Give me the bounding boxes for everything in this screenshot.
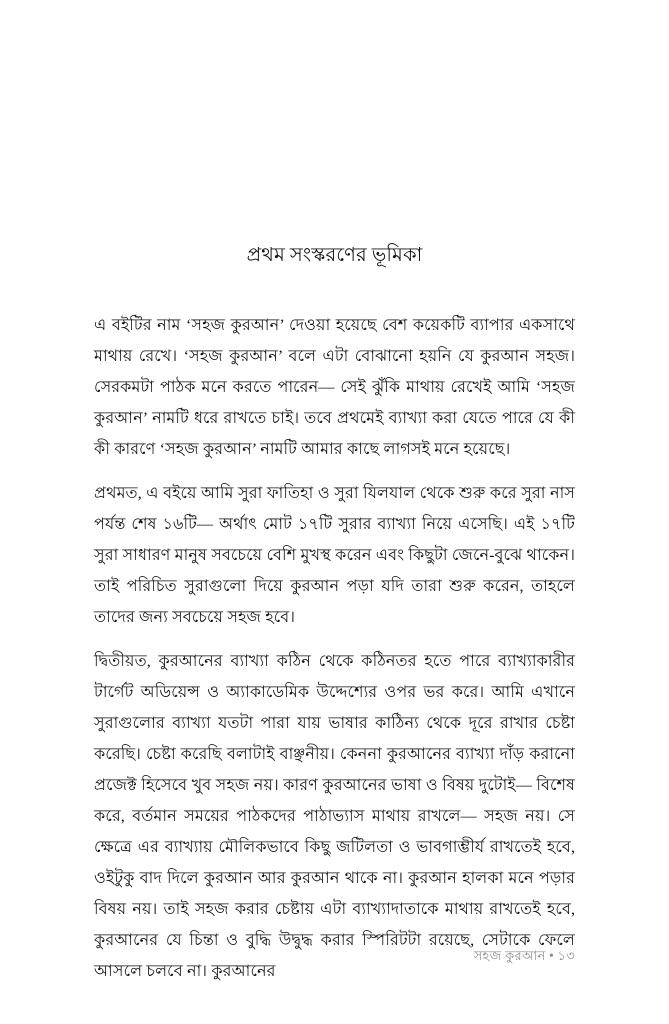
page-footer (94, 946, 575, 966)
paragraph-2: প্রথমত, এ বইয়ে আমি সুরা ফাতিহা ও সুরা যিলযাল থেকে শুরু করে সুরা নাস পর্যন্ত শেষ ১৬টি— অর্থাৎ মোট ১৭টি সুরার ব্যাখ্যা নিয়ে এসেছি। এই ১৭টি সুরা সাধারণ মানুষ সবচেয়ে বেশি মুখস্থ করেন এবং কিছুটা জেনে-বুঝে থাকেন। তাই পরিচিত সুরাগুলো দিয়ে কুরআন পড়া যদি তারা শুরু করেন, তাহলে তাদের জন্য সবচেয়ে সহজ হবে। (94, 484, 575, 626)
paragraph-1: এ বইটির নাম ‘সহজ কুরআন’ দেওয়া হয়েছে বেশ কয়েকটি ব্যাপার একসাথে মাথায় রেখে। ‘সহজ কুরআন’ বলে এটা বোঝানো হয়নি যে কুরআন সহজ। সেরকমটা পাঠক মনে করতে পারেন— সেই ঝুঁকি মাথায় রেখেই আমি ‘সহজ কুরআন’ নামটি ধরে রাখতে চাই। তবে প্রথমেই ব্যাখ্যা করা যেতে পারে যে কী কী কারণে ‘সহজ কুরআন’ নামটি আমার কাছে লাগসই মনে হয়েছে। (94, 316, 575, 458)
body-text-block (94, 310, 575, 987)
paragraph-3: দ্বিতীয়ত, কুরআনের ব্যাখ্যা কঠিন থেকে কঠিনতর হতে পারে ব্যাখ্যাকারীর টার্গেট অডিয়েন্স ও অ্যাকাডেমিক উদ্দেশ্যের ওপর ভর করে। আমি এখানে সুরাগুলোর ব্যাখ্যা যতটা পারা যায় ভাষার কাঠিন্য থেকে দূরে রাখার চেষ্টা করেছি। চেষ্টা করেছি বলাটাই বাঞ্ছনীয়। কেননা কুরআনের ব্যাখ্যা দাঁড় করানো প্রজেক্ট হিসেবে খুব সহজ নয়। কারণ কুরআনের ভাষা ও বিষয় দুটোই— বিশেষ করে, বর্তমান সময়ের পাঠকদের পাঠাভ্যাস মাথায় রাখলে— সহজ নয়। সে ক্ষেত্রে এর ব্যাখ্যায় মৌলিকভাবে কিছু জটিলতা ও ভাবগাম্ভীর্য রাখতেই হবে, ওইটুকু বাদ দিলে কুরআন আর কুরআন থাকে না। কুরআন হালকা মনে পড়ার বিষয় নয়। তাই সহজ করার চেষ্টায় এটা ব্যাখ্যাদাতাকে মাথায় রাখতেই হবে, কুরআনের যে চিন্তা ও বুদ্ধি উদ্বুদ্ধ করার স্পিরিটটা রয়েছে, সেটাকে ফেলে আসলে চলবে না। কুরআনের (94, 652, 575, 980)
footer-book-title-and-page: সহজ কুরআন • ১৩ (473, 948, 575, 963)
page-title: প্রথম সংস্করণের ভূমিকা (246, 245, 423, 267)
